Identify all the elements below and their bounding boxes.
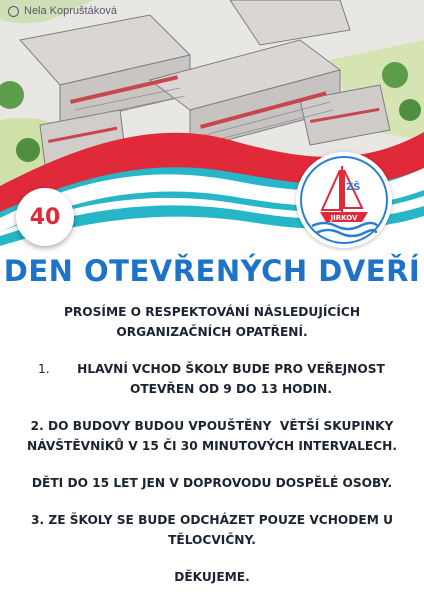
school-logo	[296, 152, 392, 248]
logo-banner-text: JIRKOV	[330, 214, 358, 222]
closing-thanks: DĚKUJEME.	[174, 570, 250, 584]
sailboat-logo-icon	[296, 152, 392, 248]
author-name: Nela Kopruštáková	[24, 5, 117, 17]
rule-item-3-line-1: 3. ZE ŠKOLY SE BUDE ODCHÁZET POUZE VCHODEM U	[31, 513, 393, 527]
author-credit	[8, 2, 117, 20]
copyright-icon	[8, 6, 19, 17]
intro-text	[24, 302, 400, 342]
rule-item-3-line-2: TĚLOCVIČNY.	[168, 533, 256, 547]
intro-line-2: ORGANIZAČNÍCH OPATŘENÍ.	[116, 325, 308, 339]
rule-item-3	[24, 510, 400, 550]
rule-item-1-number: 1.	[38, 362, 50, 376]
rule-item-2-line-2: NÁVŠTĚVNÍKŮ V 15 ČI 30 MINUTOVÝCH INTERVALECH.	[27, 439, 397, 453]
rule-item-2	[24, 416, 400, 456]
logo-text: ZŠ	[346, 182, 361, 193]
rule-item-1-line-2: OTEVŘEN OD 9 DO 13 HODIN.	[130, 382, 332, 396]
page-title: DEN OTEVŘENÝCH DVEŘÍ	[3, 254, 421, 288]
anniversary-badge	[16, 188, 74, 246]
intro-line-1: PROSÍME O RESPEKTOVÁNÍ NÁSLEDUJÍCÍCH	[63, 305, 361, 319]
badge-number: 40	[29, 204, 61, 230]
rule-item-1-line-1: HLAVNÍ VCHOD ŠKOLY BUDE PRO VEŘEJNOST	[77, 362, 385, 376]
children-note: DĚTI DO 15 LET JEN V DOPROVODU DOSPĚLÉ OSOBY.	[31, 476, 393, 490]
notice-content	[24, 302, 400, 587]
rule-item-2-line-1: 2. DO BUDOVY BUDOU VPOUŠTĚNY VĚTŠÍ SKUPINKY	[30, 419, 394, 433]
rule-item-1	[24, 359, 400, 399]
